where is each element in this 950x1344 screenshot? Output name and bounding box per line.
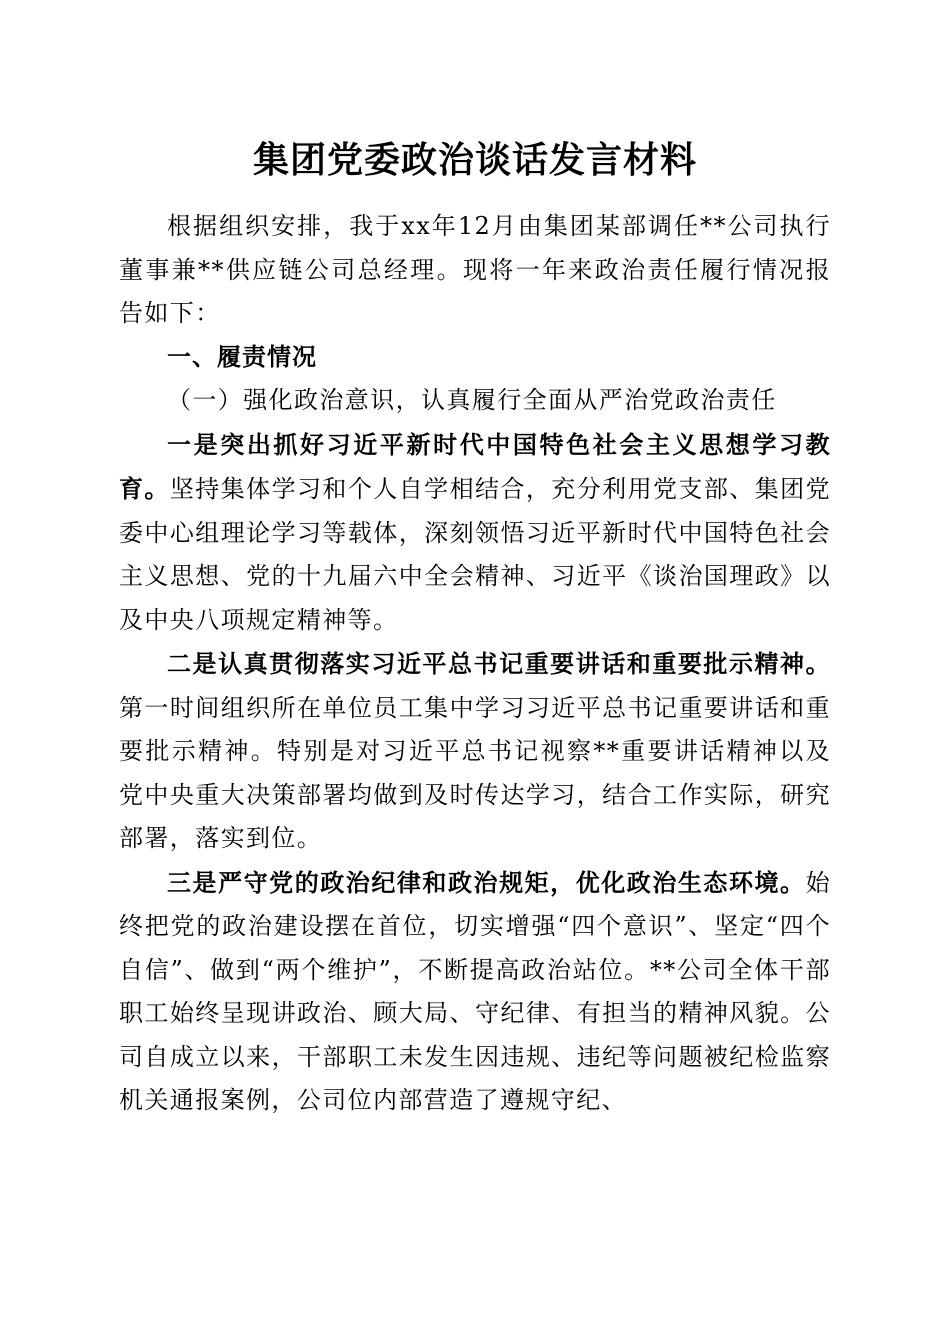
intro-paragraph: 根据组织安排，我于xx年12月由集团某部调任**公司执行董事兼**供应链公司总经理。现将一年来政治责任履行情况报告如下： bbox=[119, 212, 831, 327]
body-paragraph bbox=[119, 642, 831, 861]
body-paragraph bbox=[119, 861, 831, 1123]
paragraph-text: 坚持集体学习和个人自学相结合，充分利用党支部、集团党委中心组理论学习等载体，深刻领悟习近平新时代中国特色社会主义思想、党的十九届六中全会精神、习近平《谈治国理政》以及中央八项规定精神等。 bbox=[119, 475, 831, 634]
section-heading: 一、履责情况 bbox=[167, 342, 317, 371]
paragraph-text: 始终把党的政治建设摆在首位，切实增强“四个意识”、坚定“四个自信”、做到“两个维护”，不断提高政治站位。**公司全体干部职工始终呈现讲政治、顾大局、守纪律、有担当的精神风貌。公司自成立以来，干部职工未发生因违规、违纪等问题被纪检监察机关通报案例，公司位内部营造了遵规守纪、 bbox=[119, 868, 831, 1114]
document-body bbox=[119, 205, 831, 1123]
paragraph-lead: 三是严守党的政治纪律和政治规矩，优化政治生态环境。 bbox=[167, 867, 806, 897]
document-title: 集团党委政治谈话发言材料 bbox=[252, 139, 697, 181]
paragraph-text: 第一时间组织所在单位员工集中学习习近平总书记重要讲话和重要批示精神。特别是对习近平总书记视察**重要讲话精神以及党中央重大决策部署均做到及时传达学习，结合工作实际，研究部署，落实到位。 bbox=[119, 693, 831, 852]
paragraph-lead: 二是认真贯彻落实习近平总书记重要讲话和重要批示精神。 bbox=[167, 649, 831, 678]
subsection-heading: （一）强化政治意识，认真履行全面从严治党政治责任 bbox=[167, 386, 777, 414]
body-paragraph bbox=[119, 423, 831, 643]
paragraph-lead: 一是突出抓好习近平新时代中国特色社会主义思想学习教育。 bbox=[119, 429, 831, 503]
